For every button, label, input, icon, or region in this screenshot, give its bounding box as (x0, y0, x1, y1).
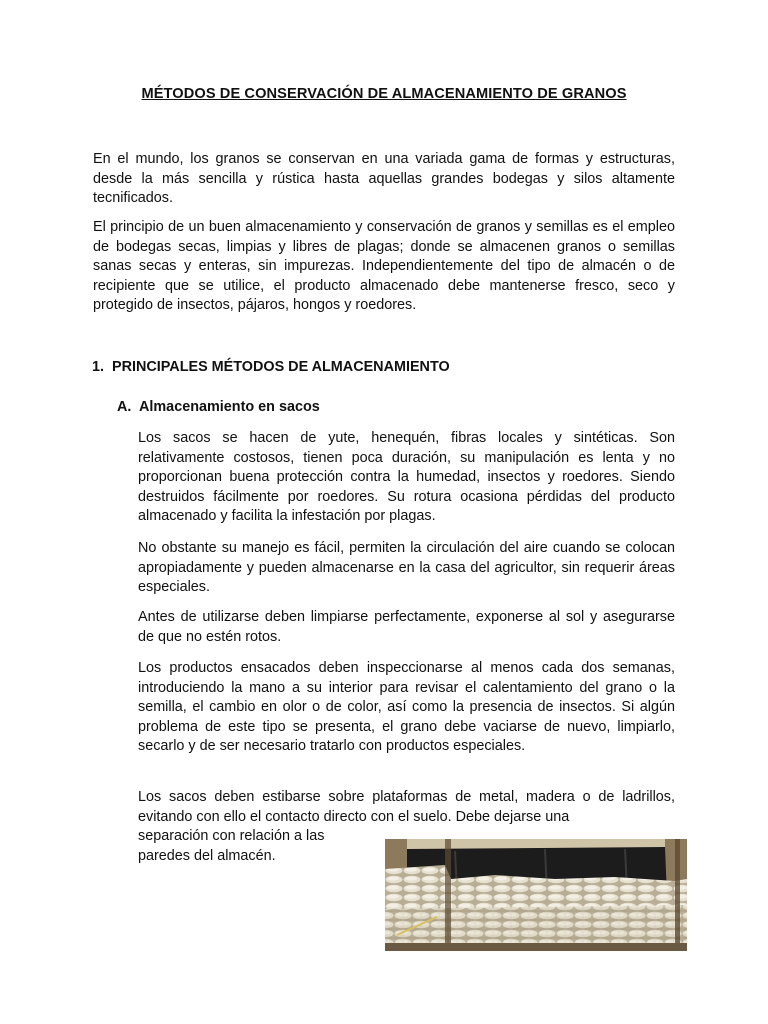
subsection-letter: A. (117, 399, 132, 415)
intro-paragraph-1: En el mundo, los granos se conservan en una variada gama de formas y estructuras, desde la más sencilla y rústica hasta aquellas grandes bodegas y silos altamente tecnificados. (93, 151, 675, 207)
subsection-heading-text: Almacenamiento en sacos (139, 399, 320, 415)
document-title: MÉTODOS DE CONSERVACIÓN DE ALMACENAMIENTO DE GRANOS (141, 86, 627, 102)
section-heading (92, 359, 450, 375)
subsection-heading (117, 399, 320, 415)
sacks-paragraph-1: Los sacos se hacen de yute, henequén, fibras locales y sintéticas. Son relativamente costosos, tienen poca duración, su manipulación es lenta y no proporcionan buena protección contra la humedad, insectos y roedores. Siendo destruidos fácilmente por roedores. Su rotura ocasiona pérdidas del producto almacenado y facilita la infestación por plagas. (138, 430, 675, 525)
section-number: 1. (92, 359, 105, 375)
sacks-paragraph-2: No obstante su manejo es fácil, permiten la circulación del aire cuando se colocan apropiadamente y pueden almacenarse en la casa del agricultor, sin requerir áreas especiales. (138, 540, 675, 596)
sacks-paragraph-5-wrap-2: paredes del almacén. (138, 848, 276, 864)
sacks-paragraph-5-wrap-1: separación con relación a las (138, 828, 325, 844)
sacks-paragraph-5: Los sacos deben estibarse sobre plataformas de metal, madera o de ladrillos, evitando con ello el contacto directo con el suelo. Debe dejarse una (138, 789, 675, 825)
intro-paragraph-2: El principio de un buen almacenamiento y conservación de granos y semillas es el empleo de bodegas secas, limpias y libres de plagas; donde se almacenen granos o semillas sanas secas y enteras, sin impurezas. Independientemente del tipo de almacén o de recipiente que se utilice, el producto almacenado debe mantenerse fresco, seco y protegido de insectos, pájaros, hongos y roedores. (93, 219, 675, 314)
sacks-paragraph-3: Antes de utilizarse deben limpiarse perfectamente, exponerse al sol y asegurarse de que no estén rotos. (138, 609, 675, 645)
section-heading-text: PRINCIPALES MÉTODOS DE ALMACENAMIENTO (112, 359, 450, 375)
sacks-paragraph-4: Los productos ensacados deben inspeccionarse al menos cada dos semanas, introduciendo la mano a su interior para revisar el calentamiento del grano o la semilla, el cambio en olor o de color, así como la presencia de insectos. Si algún problema de este tipo se presenta, el grano debe vaciarse de nuevo, limpiarlo, secarlo y de ser necesario tratarlo con productos especiales. (138, 660, 675, 755)
stacked-grain-sacks-photo-icon (385, 839, 687, 951)
